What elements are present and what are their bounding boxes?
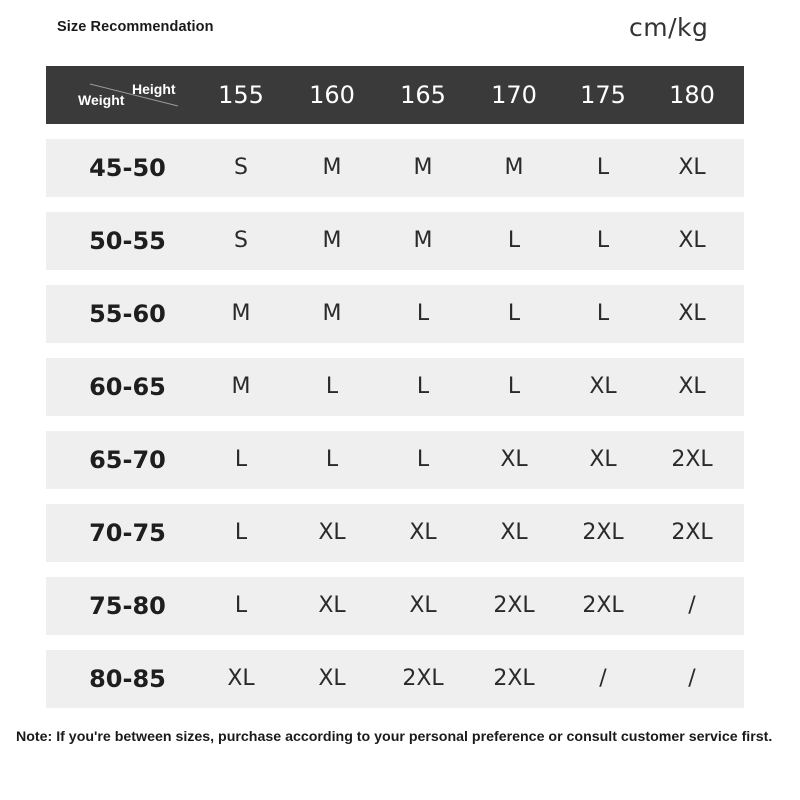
unit-label: cm/kg <box>629 13 709 42</box>
size-cell: L <box>596 228 610 253</box>
height-header-cell: 175 <box>580 81 626 109</box>
table-row <box>46 139 744 197</box>
size-cell: 2XL <box>671 520 713 545</box>
size-cell: XL <box>678 374 706 399</box>
header-corner-cell <box>46 66 206 124</box>
weight-cell: 80-85 <box>89 665 166 693</box>
size-cell: M <box>413 228 433 253</box>
size-cell: L <box>234 520 248 545</box>
size-cell: 2XL <box>582 520 624 545</box>
size-cell: 2XL <box>582 593 624 618</box>
size-cell: XL <box>500 447 528 472</box>
size-cell: L <box>416 374 430 399</box>
size-cell: L <box>596 301 610 326</box>
size-cell: L <box>416 447 430 472</box>
size-cell: L <box>416 301 430 326</box>
weight-cell: 55-60 <box>89 300 166 328</box>
table-row <box>46 358 744 416</box>
size-cell: M <box>504 155 524 180</box>
size-cell: L <box>325 374 339 399</box>
height-header-cell: 155 <box>218 81 264 109</box>
weight-cell: 60-65 <box>89 373 166 401</box>
size-cell: L <box>234 593 248 618</box>
table-row <box>46 431 744 489</box>
height-header-cell: 180 <box>669 81 715 109</box>
size-cell: M <box>413 155 433 180</box>
weight-cell: 70-75 <box>89 519 166 547</box>
size-cell: S <box>234 228 248 253</box>
size-cell: 2XL <box>493 666 535 691</box>
size-cell: XL <box>589 374 617 399</box>
size-cell: XL <box>318 666 346 691</box>
size-cell: M <box>322 155 342 180</box>
height-axis-label: Height <box>132 81 176 97</box>
height-header-cell: 165 <box>400 81 446 109</box>
weight-cell: 65-70 <box>89 446 166 474</box>
size-cell: L <box>507 301 521 326</box>
weight-cell: 45-50 <box>89 154 166 182</box>
weight-cell: 50-55 <box>89 227 166 255</box>
size-cell: 2XL <box>493 593 535 618</box>
size-cell: L <box>507 228 521 253</box>
table-row <box>46 504 744 562</box>
size-cell: / <box>688 593 696 618</box>
size-cell: XL <box>409 593 437 618</box>
weight-cell: 75-80 <box>89 592 166 620</box>
size-cell: L <box>507 374 521 399</box>
size-cell: XL <box>409 520 437 545</box>
size-cell: XL <box>589 447 617 472</box>
size-cell: 2XL <box>671 447 713 472</box>
size-cell: / <box>688 666 696 691</box>
size-cell: XL <box>678 155 706 180</box>
table-row <box>46 650 744 708</box>
size-cell: XL <box>678 228 706 253</box>
size-cell: M <box>231 374 251 399</box>
size-cell: XL <box>318 520 346 545</box>
size-chart-title: Size Recommendation <box>57 19 214 35</box>
size-cell: / <box>599 666 607 691</box>
size-cell: M <box>231 301 251 326</box>
size-cell: XL <box>318 593 346 618</box>
weight-axis-label: Weight <box>78 92 125 108</box>
size-cell: M <box>322 301 342 326</box>
table-header-row <box>46 66 744 124</box>
size-cell: L <box>325 447 339 472</box>
size-cell: XL <box>500 520 528 545</box>
table-row <box>46 285 744 343</box>
size-cell: XL <box>227 666 255 691</box>
size-cell: M <box>322 228 342 253</box>
table-row <box>46 212 744 270</box>
size-cell: L <box>234 447 248 472</box>
size-cell: S <box>234 155 248 180</box>
size-note: Note: If you're between sizes, purchase according to your personal preference or consult customer service first. <box>16 729 773 745</box>
size-cell: XL <box>678 301 706 326</box>
height-header-cell: 160 <box>309 81 355 109</box>
height-header-cell: 170 <box>491 81 537 109</box>
table-row <box>46 577 744 635</box>
size-cell: L <box>596 155 610 180</box>
size-cell: 2XL <box>402 666 444 691</box>
diagonal-divider <box>46 66 206 124</box>
